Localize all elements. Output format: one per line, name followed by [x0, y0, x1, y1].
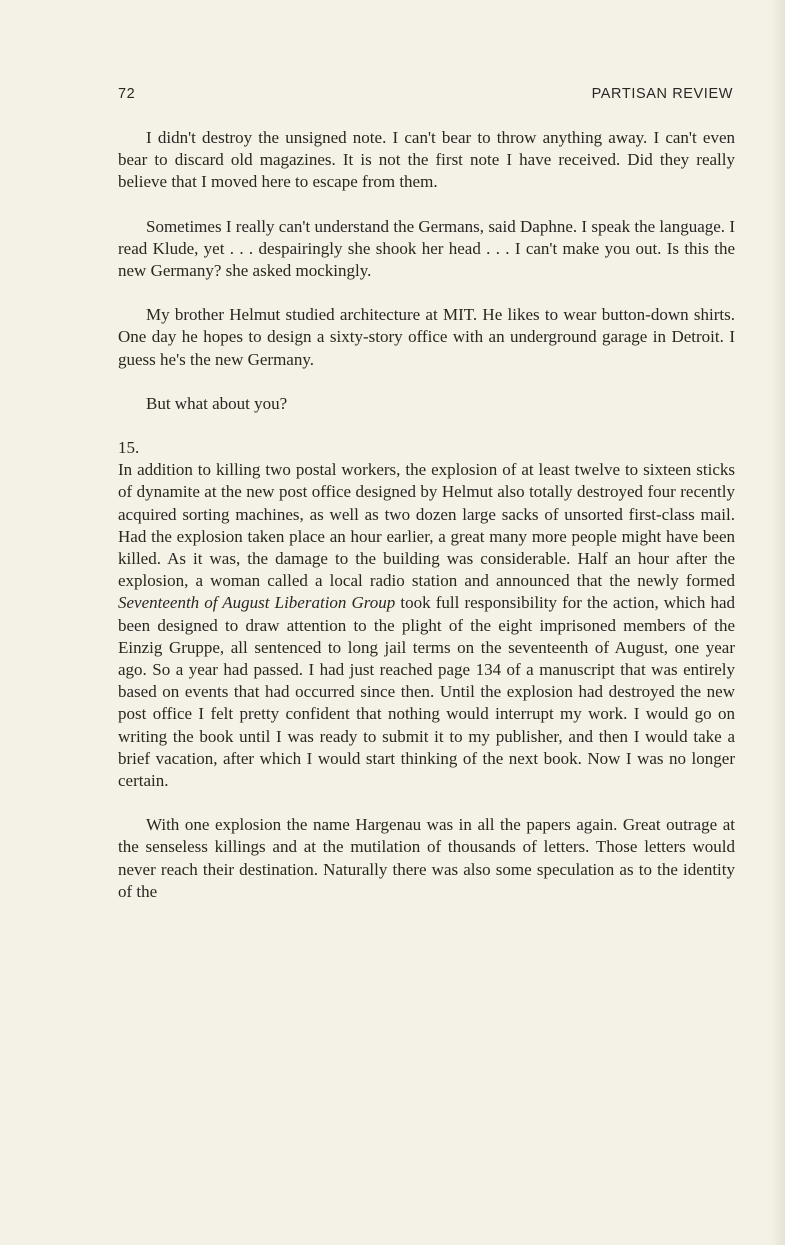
page-edge-shadow [771, 0, 785, 1245]
paragraph-explosion-part1: In addition to killing two postal workers, the explosion of at least twelve to sixteen sticks of dynamite at the new post office designed by Helmut also totally destroyed four recently acquired sorting machines, as well as two dozen large sacks of unsorted first-class mail. Had the explosion taken place an hour earlier, a great many more people might have been killed. As it was, the damage to the building was considerable. Half an hour after the explosion, a woman called a local radio station and announced that the newly formed [118, 460, 735, 591]
paragraph-what-about-you: But what about you? [146, 393, 288, 413]
paragraph-unsigned-note: I didn't destroy the unsigned note. I can't bear to throw anything away. I can't even bear to discard old magazines. It is not the first note I have received. Did they really believe that I moved here to escape from them. [118, 128, 735, 192]
paragraph-daphne: Sometimes I really can't understand the Germans, said Daphne. I speak the language. I read Klude, yet . . . despairingly she shook her head . . . I can't make you out. Is this the new Germany? she asked mockingly. [118, 216, 735, 281]
section-number: 15. [118, 438, 140, 458]
page-number: 72 [118, 86, 136, 102]
page-header [118, 86, 733, 110]
group-name-italic: Seventeenth of August Liberation Group [118, 593, 396, 613]
paragraph-explosion-part2: took full responsibility for the action, which had been designed to draw attention to the plight of the eight imprisoned members of the Einzig Gruppe, all sentenced to long jail terms on the seventeenth of August, one year ago. So a year had passed. I had just reached page 134 of a manuscript that was entirely based on events that had occurred since then. Until the explosion had destroyed the new post office I felt pretty confident that nothing would interrupt my work. I would go on writing the book until I was ready to submit it to my publisher, and then I would take a brief vacation, after which I would start thinking of the next book. Now I was no longer certain. [118, 593, 736, 791]
paragraph-helmut: My brother Helmut studied architecture at MIT. He likes to wear button-down shirts. One day he hopes to design a sixty-story office with an underground garage in Detroit. I guess he's the new Germany. [118, 305, 735, 369]
page-body [118, 127, 735, 903]
paragraph-hargenau: With one explosion the name Hargenau was in all the papers again. Great outrage at the senseless killings and at the mutilation of thousands of letters. Those letters would never reach their destination. Naturally there was also some speculation as to the identity of the [118, 815, 735, 901]
paragraph-explosion [118, 459, 735, 792]
running-title: PARTISAN REVIEW [591, 86, 733, 102]
